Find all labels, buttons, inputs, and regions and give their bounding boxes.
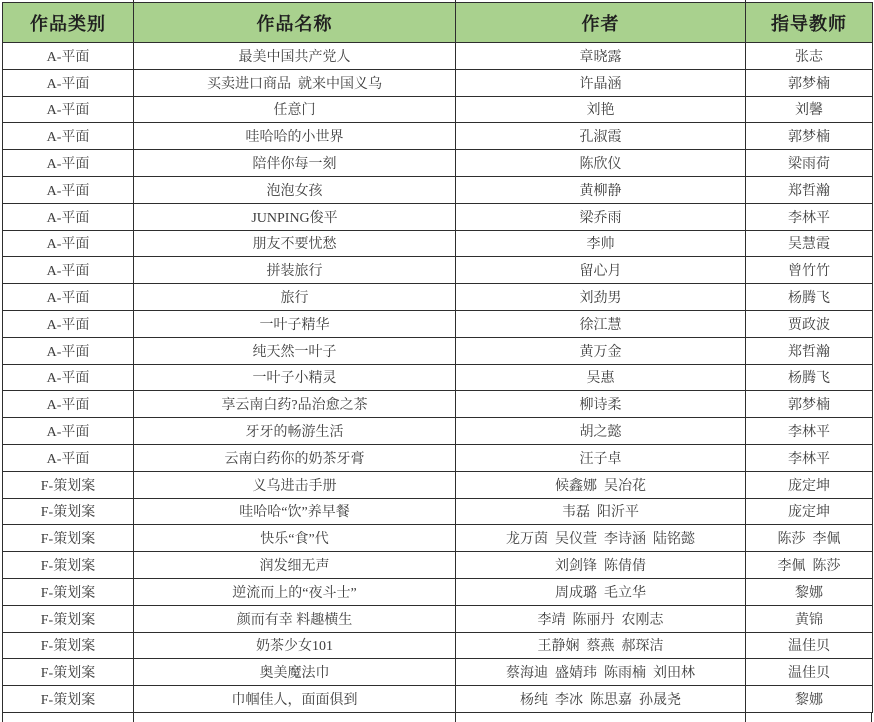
cell-title: 牙牙的畅游生活 [134, 418, 456, 445]
cell-authors: 汪子卓 [456, 444, 746, 471]
table-row [3, 176, 873, 203]
cell-category: A-平面 [3, 364, 134, 391]
cell-category: A-平面 [3, 444, 134, 471]
cell-authors: 黄柳静 [456, 176, 746, 203]
header-row [3, 3, 873, 43]
cell-teacher: 张志 [746, 43, 873, 70]
cell-category: A-平面 [3, 69, 134, 96]
cell-title: 云南白药你的奶茶牙膏 [134, 444, 456, 471]
cell-teacher: 郭梦楠 [746, 391, 873, 418]
cell-teacher: 吴慧霞 [746, 230, 873, 257]
cell-teacher: 杨腾飞 [746, 284, 873, 311]
cell-authors: 蔡海迪 盛婧玮 陈雨楠 刘田林 [456, 659, 746, 686]
cell-category: A-平面 [3, 257, 134, 284]
cell-authors: 章晓露 [456, 43, 746, 70]
cell-title: 陪伴你每一刻 [134, 150, 456, 177]
cell-teacher: 黄锦 [746, 605, 873, 632]
gridline-tick [455, 713, 456, 722]
cell-teacher: 梁雨荷 [746, 150, 873, 177]
cell-teacher: 李林平 [746, 203, 873, 230]
cell-authors: 陈欣仪 [456, 150, 746, 177]
table-row [3, 391, 873, 418]
table-row [3, 632, 873, 659]
cell-category: A-平面 [3, 203, 134, 230]
cell-authors: 刘剑锋 陈倩倩 [456, 552, 746, 579]
cell-authors: 徐江慧 [456, 310, 746, 337]
cell-authors: 李靖 陈丽丹 农刚志 [456, 605, 746, 632]
cell-category: A-平面 [3, 337, 134, 364]
table-row [3, 96, 873, 123]
table-row [3, 257, 873, 284]
cell-teacher: 庞定坤 [746, 471, 873, 498]
table-row [3, 686, 873, 713]
cell-authors: 候鑫娜 吴冶花 [456, 471, 746, 498]
table-row [3, 230, 873, 257]
cell-authors: 留心月 [456, 257, 746, 284]
cell-authors: 李帅 [456, 230, 746, 257]
table-row [3, 418, 873, 445]
table-row [3, 364, 873, 391]
cell-authors: 王静娴 蔡燕 郝琛洁 [456, 632, 746, 659]
cell-category: F-策划案 [3, 471, 134, 498]
cell-authors: 吴惠 [456, 364, 746, 391]
cell-title: 旅行 [134, 284, 456, 311]
cell-title: 逆流而上的“夜斗士” [134, 578, 456, 605]
table-row [3, 552, 873, 579]
cell-teacher: 李林平 [746, 444, 873, 471]
cell-title: 泡泡女孩 [134, 176, 456, 203]
cell-category: A-平面 [3, 43, 134, 70]
table-row [3, 69, 873, 96]
cell-authors: 梁乔雨 [456, 203, 746, 230]
cell-title: 奥美魔法巾 [134, 659, 456, 686]
cell-authors: 黄万金 [456, 337, 746, 364]
gridline-tick [133, 713, 134, 722]
cell-teacher: 李林平 [746, 418, 873, 445]
cell-authors: 刘艳 [456, 96, 746, 123]
column-header-authors: 作者 [456, 3, 746, 43]
cell-teacher: 郑哲瀚 [746, 176, 873, 203]
table-row [3, 337, 873, 364]
table-row [3, 444, 873, 471]
cell-title: 朋友不要忧愁 [134, 230, 456, 257]
table-row [3, 498, 873, 525]
column-header-category: 作品类别 [3, 3, 134, 43]
table-row [3, 310, 873, 337]
cell-authors: 周成璐 毛立华 [456, 578, 746, 605]
cell-title: 哇哈哈“饮”养早餐 [134, 498, 456, 525]
column-header-title: 作品名称 [134, 3, 456, 43]
table-row [3, 659, 873, 686]
cell-teacher: 郭梦楠 [746, 123, 873, 150]
table-row [3, 150, 873, 177]
cell-category: A-平面 [3, 96, 134, 123]
table-row [3, 578, 873, 605]
cell-category: A-平面 [3, 150, 134, 177]
cell-title: 买卖进口商品 就来中国义乌 [134, 69, 456, 96]
cell-category: F-策划案 [3, 605, 134, 632]
cell-authors: 柳诗柔 [456, 391, 746, 418]
cell-teacher: 郭梦楠 [746, 69, 873, 96]
cell-authors: 胡之懿 [456, 418, 746, 445]
cell-teacher: 温佳贝 [746, 659, 873, 686]
cell-teacher: 陈莎 李佩 [746, 525, 873, 552]
cell-title: 颜而有幸 料趣横生 [134, 605, 456, 632]
gridline-tick [2, 713, 3, 722]
table-row [3, 471, 873, 498]
cell-category: F-策划案 [3, 552, 134, 579]
cell-authors: 韦磊 阳沂平 [456, 498, 746, 525]
column-header-teacher: 指导教师 [746, 3, 873, 43]
cell-category: A-平面 [3, 230, 134, 257]
cell-teacher: 刘馨 [746, 96, 873, 123]
gridline-tick [871, 713, 872, 722]
cell-authors: 孔淑霞 [456, 123, 746, 150]
cell-title: 纯天然一叶子 [134, 337, 456, 364]
cell-title: JUNPING俊平 [134, 203, 456, 230]
cell-title: 任意门 [134, 96, 456, 123]
cell-category: F-策划案 [3, 498, 134, 525]
table-row [3, 284, 873, 311]
table-row [3, 43, 873, 70]
cell-authors: 刘劲男 [456, 284, 746, 311]
cell-title: 最美中国共产党人 [134, 43, 456, 70]
table-header [3, 3, 873, 43]
cell-title: 享云南白药?品治愈之茶 [134, 391, 456, 418]
cell-title: 义乌进击手册 [134, 471, 456, 498]
cell-title: 哇哈哈的小世界 [134, 123, 456, 150]
cell-teacher: 温佳贝 [746, 632, 873, 659]
works-table [2, 2, 873, 713]
cell-teacher: 贾政波 [746, 310, 873, 337]
table-row [3, 605, 873, 632]
cell-category: F-策划案 [3, 686, 134, 713]
cell-teacher: 郑哲瀚 [746, 337, 873, 364]
cell-authors: 龙万茵 吴仪萱 李诗涵 陆铭懿 [456, 525, 746, 552]
cell-teacher: 黎娜 [746, 578, 873, 605]
cell-teacher: 李佩 陈莎 [746, 552, 873, 579]
cell-title: 一叶子小精灵 [134, 364, 456, 391]
cell-authors: 许晶涵 [456, 69, 746, 96]
cell-teacher: 黎娜 [746, 686, 873, 713]
cell-title: 巾帼佳人，面面俱到 [134, 686, 456, 713]
cell-title: 润发细无声 [134, 552, 456, 579]
cell-category: A-平面 [3, 284, 134, 311]
cell-category: A-平面 [3, 391, 134, 418]
cell-authors: 杨纯 李冰 陈思嘉 孙晟尧 [456, 686, 746, 713]
cell-title: 奶茶少女101 [134, 632, 456, 659]
cell-teacher: 庞定坤 [746, 498, 873, 525]
cell-category: F-策划案 [3, 632, 134, 659]
gridline-tick [745, 713, 746, 722]
table-body [3, 43, 873, 713]
cell-category: A-平面 [3, 123, 134, 150]
cell-category: A-平面 [3, 310, 134, 337]
cell-category: F-策划案 [3, 578, 134, 605]
cell-teacher: 杨腾飞 [746, 364, 873, 391]
cell-category: A-平面 [3, 418, 134, 445]
cell-title: 一叶子精华 [134, 310, 456, 337]
cell-category: F-策划案 [3, 525, 134, 552]
table-row [3, 123, 873, 150]
cell-title: 快乐“食”代 [134, 525, 456, 552]
cell-teacher: 曾竹竹 [746, 257, 873, 284]
table-row [3, 203, 873, 230]
table-row [3, 525, 873, 552]
cell-category: F-策划案 [3, 659, 134, 686]
cell-title: 拼装旅行 [134, 257, 456, 284]
cell-category: A-平面 [3, 176, 134, 203]
